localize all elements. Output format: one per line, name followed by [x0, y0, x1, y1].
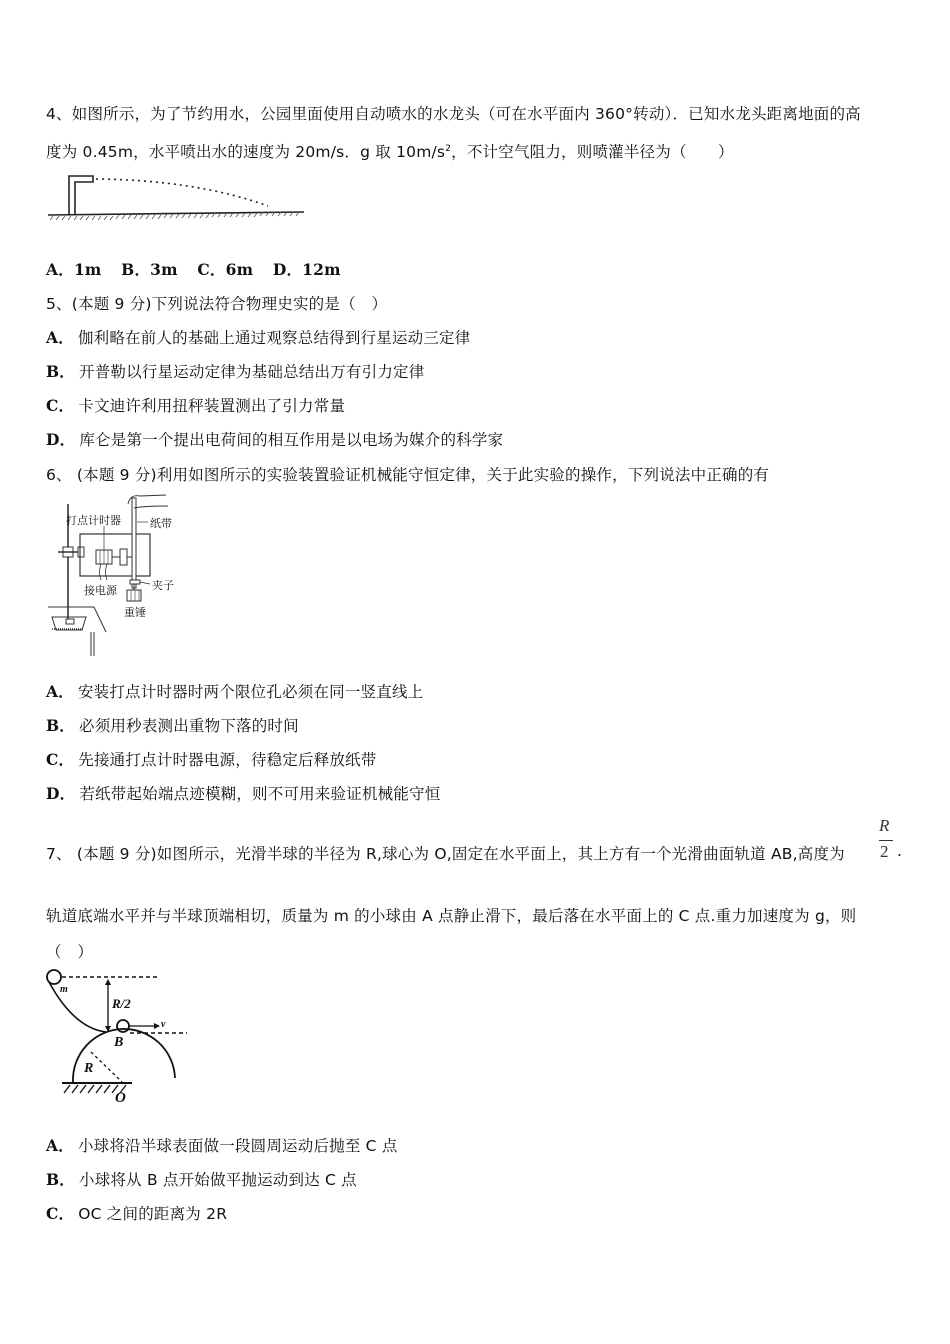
option-label: C． — [46, 750, 75, 769]
q4-stem-line2-text: 度为 0.45m，水平喷出水的速度为 20m/s．g 取 10m/s — [46, 143, 446, 161]
ticker-timer-apparatus-figure — [44, 492, 194, 657]
q4-option-d[interactable] — [273, 260, 341, 279]
q4-option-b[interactable] — [121, 260, 178, 279]
fraction-r-over-2 — [879, 816, 895, 864]
q7-option-a[interactable] — [46, 1134, 398, 1156]
option-label: D． — [46, 784, 76, 803]
option-label: C． — [46, 396, 75, 415]
label-clamp: 夹子 — [152, 579, 174, 592]
option-label: A． — [46, 260, 74, 279]
q6-option-b[interactable] — [46, 714, 299, 736]
option-text: 先接通打点计时器电源，待稳定后释放纸带 — [78, 751, 377, 769]
option-text: 小球将从 B 点开始做平抛运动到达 C 点 — [79, 1171, 357, 1189]
label-weight: 重锤 — [124, 606, 146, 619]
q4-option-c[interactable] — [197, 260, 253, 279]
option-text: 卡文迪许利用扭秤装置测出了引力常量 — [78, 397, 346, 415]
option-text: 安装打点计时器时两个限位孔必须在同一竖直线上 — [77, 683, 424, 701]
fraction-bar — [879, 840, 893, 841]
option-label: D． — [46, 430, 76, 449]
option-label: D． — [272, 260, 303, 279]
option-text: 库仑是第一个提出电荷间的相互作用是以电场为媒介的科学家 — [79, 431, 504, 449]
q4-superscript: 2 — [445, 143, 452, 154]
q7-option-c[interactable] — [46, 1202, 227, 1224]
option-label: C． — [197, 260, 226, 279]
fraction-denominator: 2 — [880, 842, 889, 861]
option-label: B． — [46, 362, 76, 381]
label-center-o: O — [115, 1090, 126, 1106]
q4-stem-line2 — [46, 140, 734, 162]
fraction-numerator: R — [879, 816, 890, 835]
q4-options — [46, 258, 355, 280]
option-text: 必须用秒表测出重物下落的时间 — [79, 717, 299, 735]
option-text: OC 之间的距离为 2R — [78, 1205, 228, 1223]
option-label: B． — [46, 1170, 76, 1189]
label-mass-m: m — [60, 984, 68, 995]
q5-stem: 5、(本题 9 分)下列说法符合物理史实的是（ ） — [46, 295, 388, 313]
option-label: A． — [46, 682, 74, 701]
label-radius-r: R — [84, 1061, 94, 1076]
option-text: 若纸带起始端点迹模糊，则不可用来验证机械能守恒 — [79, 785, 441, 803]
q4-stem-line2-end: ，不计空气阻力，则喷灌半径为（ ） — [451, 143, 734, 161]
q6-stem: 6、 (本题 9 分)利用如图所示的实验装置验证机械能守恒定律，关于此实验的操作，下列说法中正确的有 — [46, 466, 770, 484]
option-label: A． — [46, 1136, 74, 1155]
label-ticker-timer: 打点计时器 — [66, 514, 121, 527]
hemisphere-track-figure — [44, 968, 189, 1113]
q6-option-c[interactable] — [46, 748, 377, 770]
label-paper-tape: 纸带 — [150, 517, 172, 530]
label-velocity-v: v — [161, 1019, 166, 1030]
q7-stem-line3: （ ） — [46, 943, 94, 961]
option-label: B． — [46, 716, 76, 735]
option-text: 1m — [73, 260, 102, 279]
q4-stem-line1: 4、如图所示，为了节约用水，公园里面使用自动喷水的水龙头（可在水平面内 360°转动）．已知水龙头距离地面的高 — [46, 105, 861, 123]
q5-option-d[interactable] — [46, 428, 503, 450]
q7-stem-line1: 7、 (本题 9 分)如图所示，光滑半球的半径为 R,球心为 O,固定在水平面上，其上方有一个光滑曲面轨道 AB,高度为 — [46, 845, 845, 863]
label-height-r-half: R/2 — [112, 996, 131, 1011]
q4-option-a[interactable] — [46, 260, 102, 279]
water-sprinkler-figure — [46, 170, 311, 225]
option-text: 伽利略在前人的基础上通过观察总结得到行星运动三定律 — [77, 329, 471, 347]
q5-option-a[interactable] — [46, 326, 470, 348]
option-label: C． — [46, 1204, 75, 1223]
option-text: 3m — [150, 260, 178, 279]
label-power: 接电源 — [84, 584, 117, 597]
option-label: B． — [121, 260, 151, 279]
label-point-b: B — [114, 1035, 124, 1050]
q7-stem-period: . — [897, 842, 903, 860]
option-label: A． — [46, 328, 74, 347]
q5-option-b[interactable] — [46, 360, 424, 382]
q5-option-c[interactable] — [46, 394, 345, 416]
option-text: 小球将沿半球表面做一段圆周运动后抛至 C 点 — [77, 1137, 398, 1155]
q7-stem-line2: 轨道底端水平并与半球顶端相切，质量为 m 的小球由 A 点静止滑下，最后落在水平面上的 C 点.重力加速度为 g，则 — [46, 907, 857, 925]
q6-option-d[interactable] — [46, 782, 440, 804]
option-text: 12m — [302, 260, 341, 279]
option-text: 开普勒以行星运动定律为基础总结出万有引力定律 — [79, 363, 425, 381]
q6-option-a[interactable] — [46, 680, 423, 702]
q7-option-b[interactable] — [46, 1168, 357, 1190]
option-text: 6m — [225, 260, 254, 279]
